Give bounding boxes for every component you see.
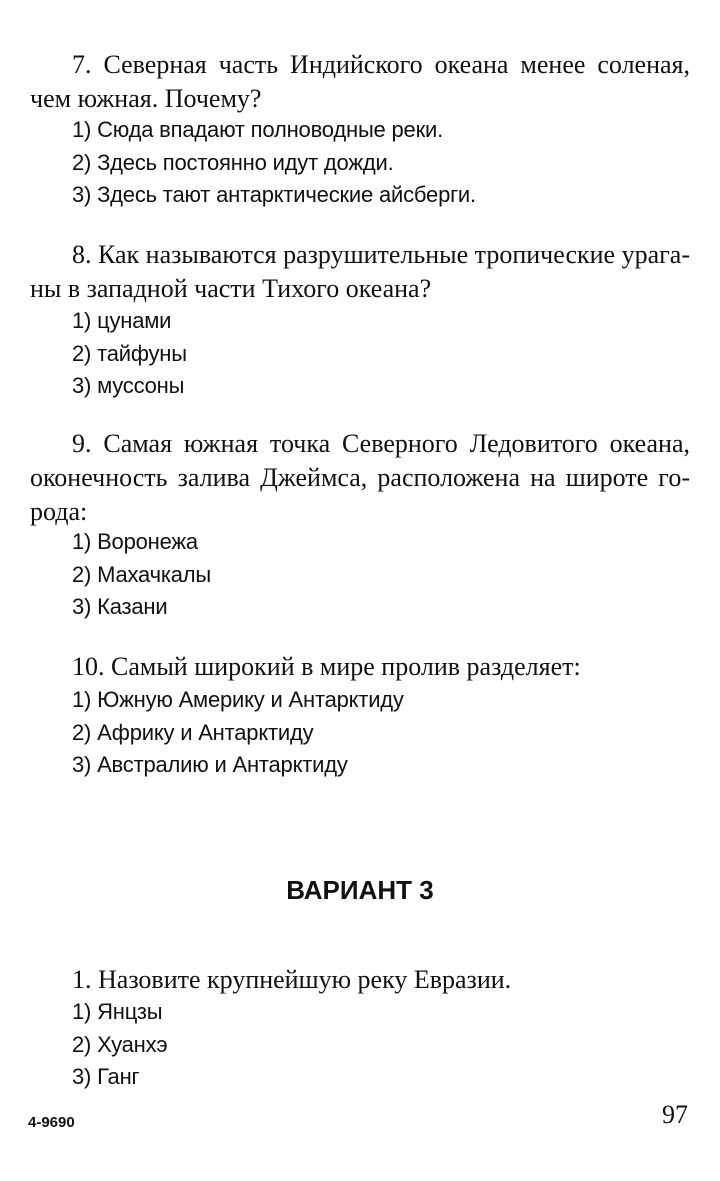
variant-question-1-text: 1. Назовите крупнейшую реку Евразии.: [72, 965, 512, 994]
question-8-options: [72, 305, 187, 403]
question-8-option-1: 1) цунами: [72, 308, 172, 333]
question-10-option-1: 1) Южную Америку и Антарктиду: [72, 687, 404, 712]
question-9-text: 9. Самая южная точка Северного Ледовитого океана, оконечность залива Джеймса, расположена на широте города:: [30, 429, 690, 526]
question-7-options: [72, 114, 476, 212]
question-10-text: 10. Самый широкий в мире пролив разделяет:: [72, 652, 581, 681]
question-9-options: [72, 526, 211, 624]
question-7-option-1: 1) Сюда впадают полноводные реки.: [72, 117, 443, 142]
question-7-text: 7. Северная часть Индийского океана менее соленая, чем южная. Почему?: [30, 50, 690, 113]
question-8-option-3: 3) муссоны: [72, 373, 185, 398]
variant-question-1-option-2: 2) Хуанхэ: [72, 1031, 168, 1057]
question-8-text: 8. Как называются разрушительные тропические ураганы в западной части Тихого океана?: [30, 240, 690, 303]
question-10-option-3: 3) Австралию и Антарктиду: [72, 752, 348, 777]
question-9-option-1: 1) Воронежа: [72, 529, 198, 554]
question-10-option-2: 2) Африку и Антарктиду: [72, 719, 314, 745]
question-7-option-2: 2) Здесь постоянно идут дожди.: [72, 149, 394, 175]
question-8-option-2: 2) тайфуны: [72, 340, 187, 366]
question-9-option-3: 3) Казани: [72, 594, 168, 619]
variant-question-1-option-1: 1) Янцзы: [72, 999, 163, 1024]
print-code: 4-9690: [28, 1114, 75, 1131]
question-10-options: [72, 684, 404, 782]
page-number: 97: [662, 1100, 688, 1129]
variant-question-1-options: [72, 996, 167, 1094]
variant-heading: ВАРИАНТ 3: [286, 875, 434, 905]
variant-question-1-option-3: 3) Ганг: [72, 1064, 140, 1089]
question-9-option-2: 2) Махачкалы: [72, 561, 212, 587]
question-7-option-3: 3) Здесь тают антарктические айсберги.: [72, 182, 476, 207]
